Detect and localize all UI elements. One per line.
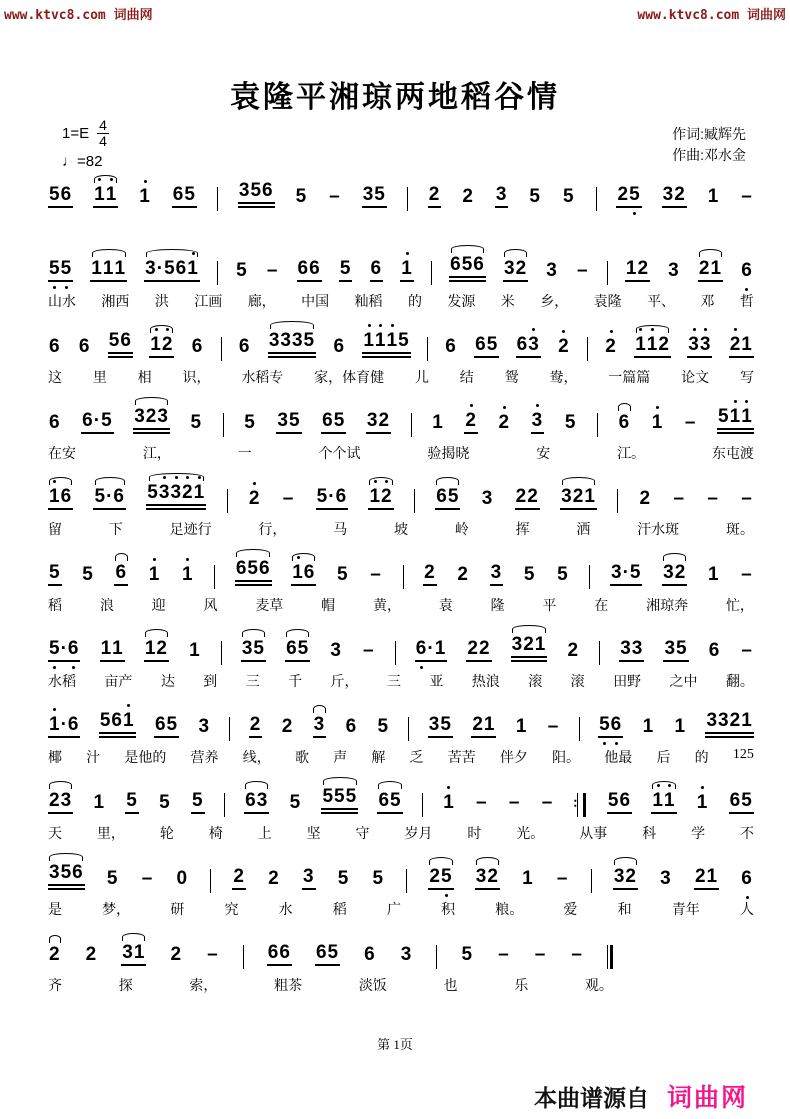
score-line-3	[48, 326, 754, 387]
source-prefix: 本曲谱源自	[533, 1085, 649, 1111]
score-line-6	[48, 554, 754, 615]
music-line: 6 6 56 12 6 6 3335 6 1115 6 65 63 2 2 112 33 21	[48, 326, 754, 358]
key-signature: 1=E	[62, 125, 90, 142]
lyrics-line: 在安 江， 一 个个试 验揭晓 安 江。 东屯渡	[48, 447, 754, 462]
score-line-4	[48, 402, 754, 463]
music-line: 5·6 11 12 1 35 65 3 – 6·1 22 321 2 33 35 6 –	[48, 630, 754, 662]
credits	[672, 124, 746, 166]
music-line: 56 11 1 65 356 5 – 35 2 2 3 5 5 25 32 1 –	[48, 176, 754, 208]
lyrics-line: 留 下 足迹行 行， 马 坡 岭 挥 洒 汗水斑 斑。	[48, 523, 754, 538]
composer-credit: 作曲:邓水金	[672, 147, 746, 163]
lyrics-line: 齐 探 索， 粗茶 淡饭 也 乐 观。	[48, 979, 613, 994]
lyrics-line: 山水 湘西 洪 江画 廊， 中国 籼稻 的 发源 米 乡， 袁隆 平、 邓 哲	[48, 295, 754, 310]
score-line-2	[48, 250, 754, 311]
lyrics-line: 天 里， 轮 椅 上 坚 守 岁月 时 光。 从事 科 学 不	[48, 827, 754, 842]
music-line: 5 5 6 1 1 656 16 5 – 2 2 3 5 5 3·5 32 1 –	[48, 554, 754, 586]
site-watermark-left: www.ktvc8.com 词曲网	[4, 8, 153, 23]
music-line: 6 6·5 323 5 5 35 65 32 1 2 2 3 5 6 1 – 511	[48, 402, 754, 434]
source-attribution	[534, 1078, 748, 1114]
score-line-11	[48, 934, 613, 995]
lyrics-line: 椰 汁 是他的 营养 线， 歌 声 解 乏 苦苦 伴夕 阳。 他最 后 的 125	[48, 747, 754, 766]
music-line: 23 1 5 5 5 63 5 555 65 1 – – – ∶ 56 11 1 65	[48, 782, 754, 814]
site-watermark-right: www.ktvc8.com 词曲网	[637, 8, 786, 23]
score-line-1	[48, 176, 754, 208]
quarter-note-icon: ♩	[62, 153, 77, 170]
page-number: 第 1页	[377, 1037, 413, 1052]
lyrics-line: 这 里 相 识， 水稻专 家，体育健 儿 结 鸳 鸯， 一篇篇 论文 写	[48, 371, 754, 386]
tempo-marking	[62, 153, 109, 170]
music-line: 356 5 – 0 2 2 3 5 5 25 32 1 – 32 3 21 6	[48, 858, 754, 890]
score-line-8	[48, 706, 754, 767]
time-signature-bottom: 4	[99, 133, 107, 149]
score-line-9	[48, 782, 754, 843]
key-signature-block	[62, 118, 109, 170]
song-title: 袁隆平湘琼两地稻谷情	[230, 81, 560, 114]
lyrics-line: 稻 浪 迎 风 麦草 帽 黄， 袁 隆 平 在 湘琼奔 忙，	[48, 599, 754, 614]
lyrics-line: 水稻 亩产 达 到 三 千 斤， 三 亚 热浪 滚 滚 田野 之中 翻。	[48, 675, 754, 690]
music-line: 55 111 3·561 5 – 66 5 6 1 656 32 3 – 12 3 21 6	[48, 250, 754, 282]
lyrics-line: 是 梦， 研 究 水 稻 广 积 粮。 爱 和 青年 人	[48, 903, 754, 918]
tempo-value: =82	[77, 153, 103, 170]
score-line-5	[48, 478, 754, 539]
score-line-7	[48, 630, 754, 691]
lyricist-credit: 作词:臧辉先	[672, 126, 746, 142]
music-line: 2 2 31 2 – 66 65 6 3 5 – – –	[48, 934, 613, 966]
score-line-10	[48, 858, 754, 919]
time-signature-top: 4	[99, 117, 107, 133]
source-logo: 词曲网	[666, 1084, 748, 1112]
music-line: 1·6 561 65 3 2 2 3 6 5 35 21 1 – 56 1 1 3321	[48, 706, 754, 738]
music-line: 16 5·6 53321 2 – 5·6 12 65 3 22 321 2 – – –	[48, 478, 754, 510]
time-signature	[97, 118, 109, 149]
